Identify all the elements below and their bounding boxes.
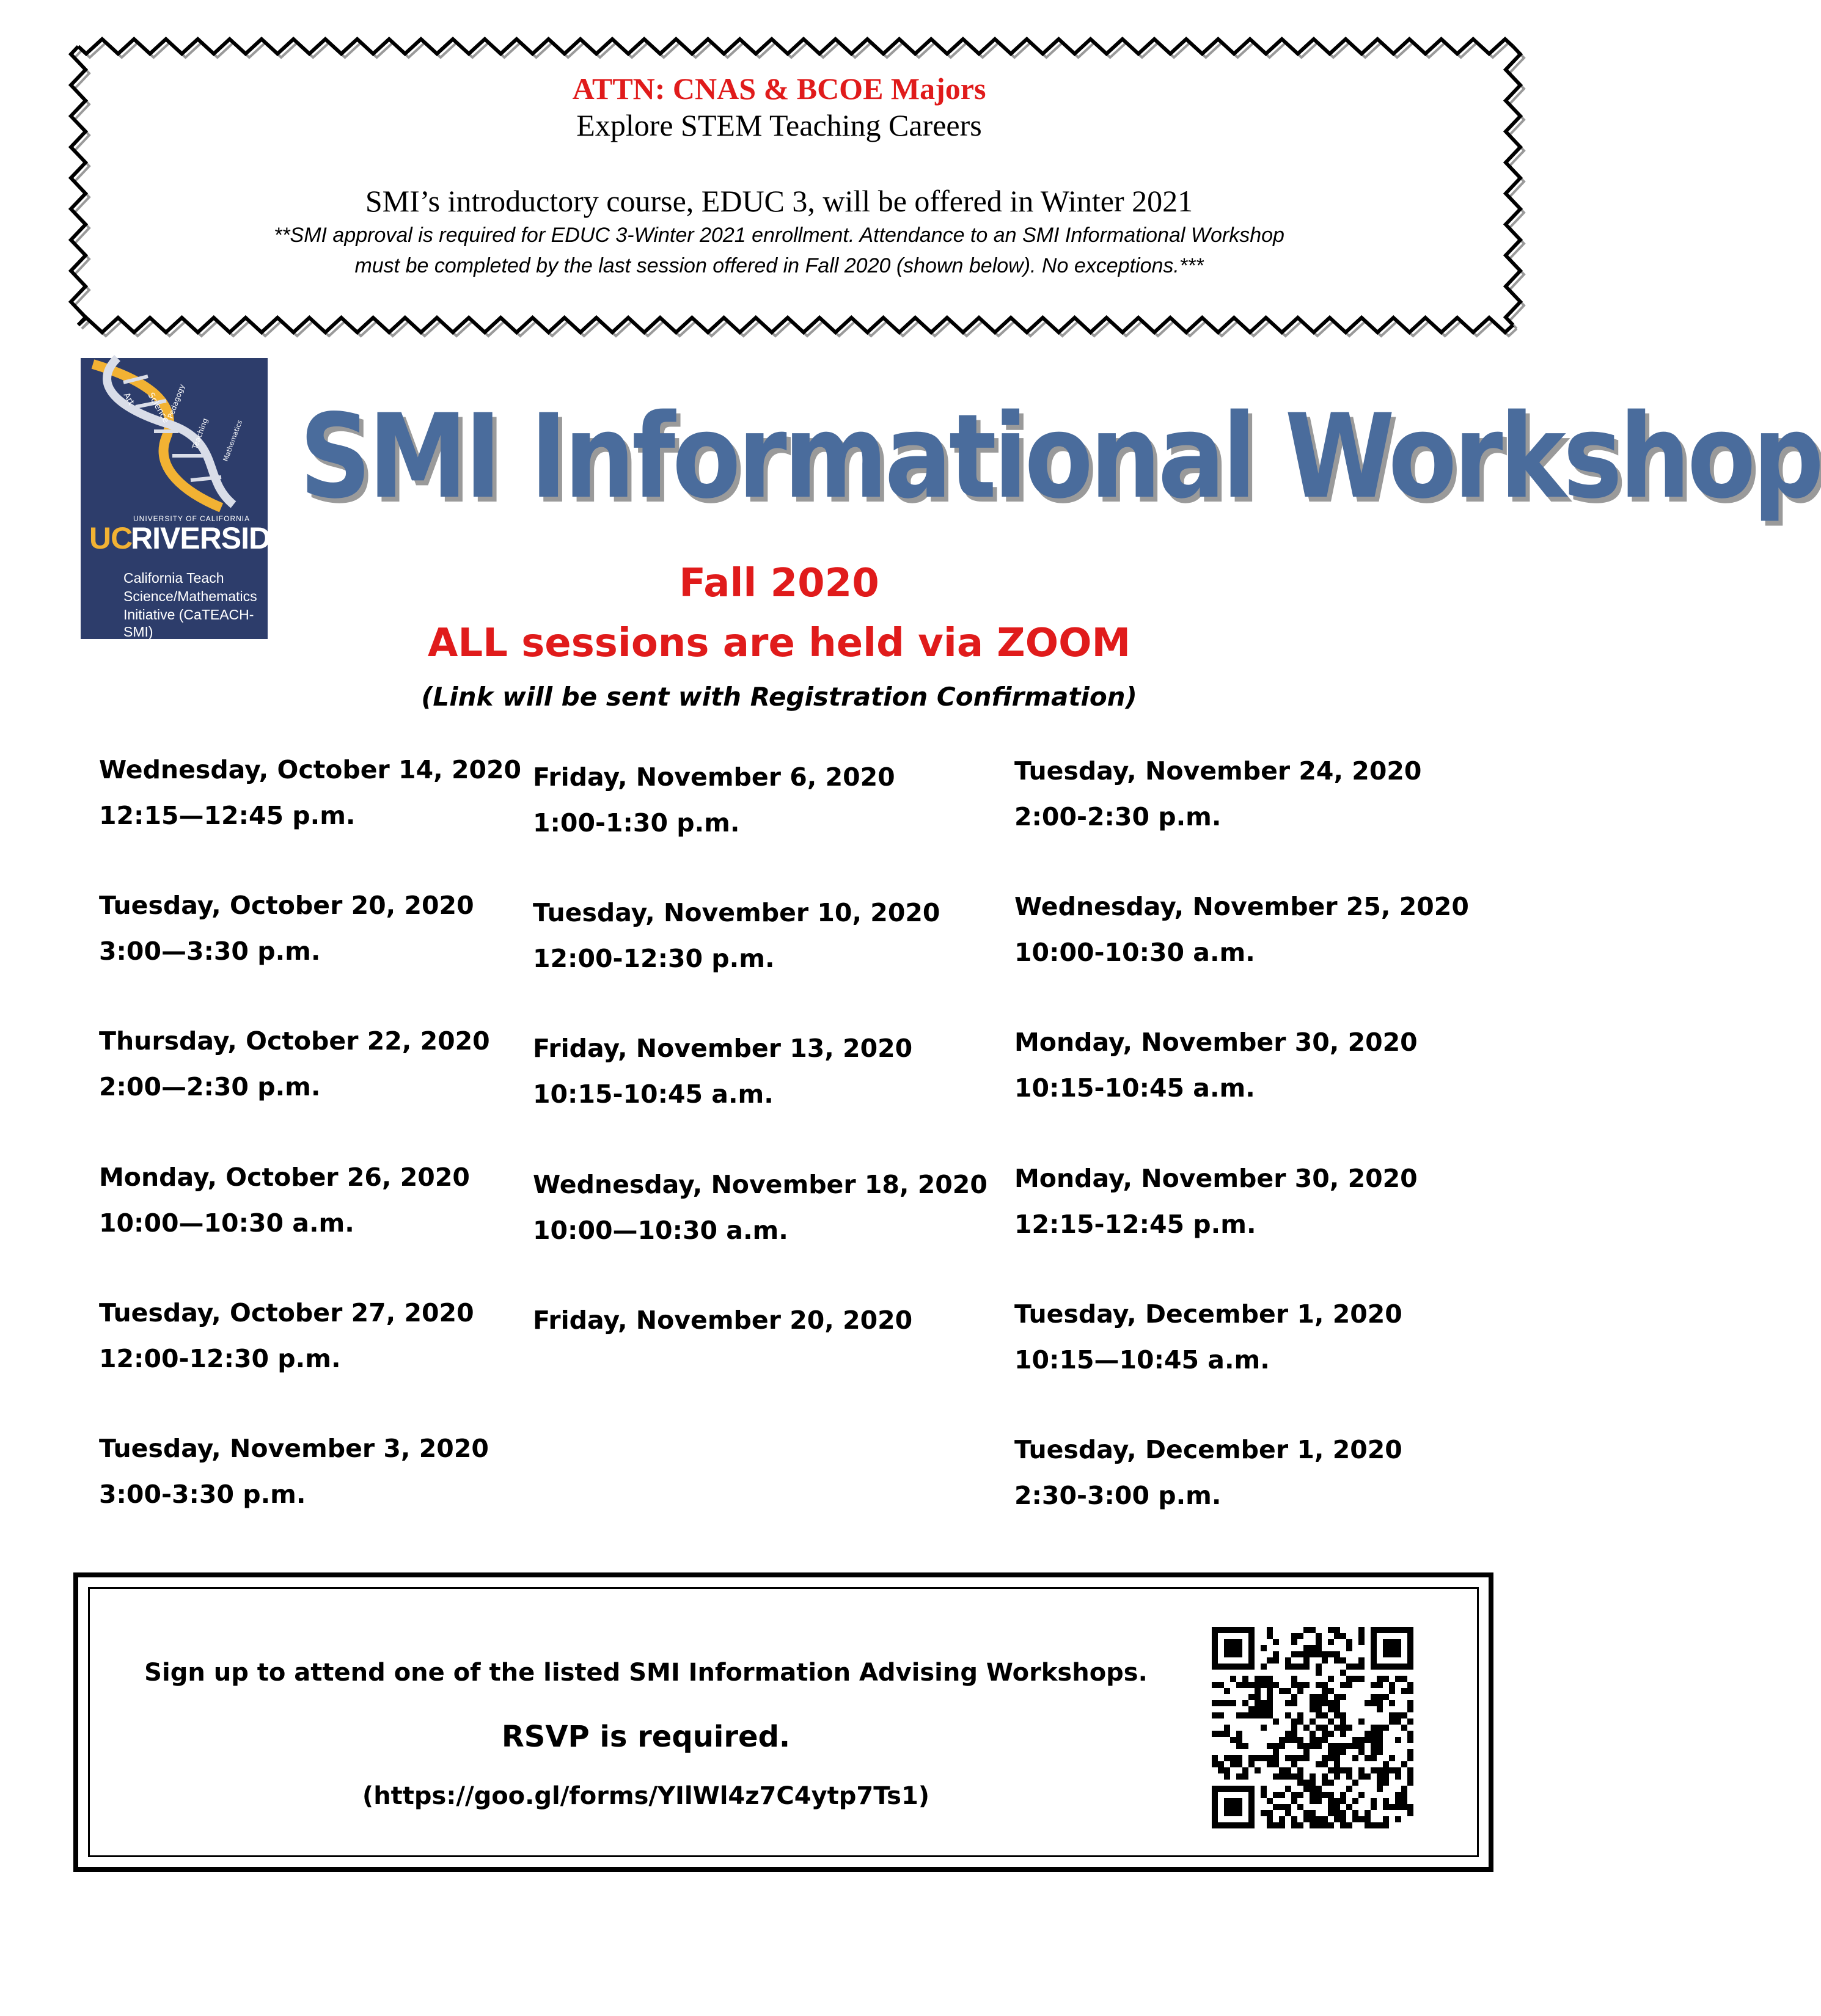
session-time: 10:00-10:30 a.m. xyxy=(1014,938,1255,967)
session-time: 2:00—2:30 p.m. xyxy=(99,1072,321,1101)
signup-text: Sign up to attend one of the listed SMI Information Advising Workshops. xyxy=(144,1659,1148,1687)
attn-heading: ATTN: CNAS & BCOE Majors xyxy=(572,71,986,106)
session-date: Monday, November 30, 2020 xyxy=(1014,1028,1418,1057)
session-time: 2:00-2:30 p.m. xyxy=(1014,802,1222,831)
logo-line-1: California Teach xyxy=(123,570,224,586)
session-date: Tuesday, December 1, 2020 xyxy=(1014,1299,1402,1329)
session-time: 12:15-12:45 p.m. xyxy=(1014,1210,1256,1239)
rsvp-inner-border xyxy=(88,1587,1479,1857)
session-time: 12:00-12:30 p.m. xyxy=(99,1344,341,1373)
session-time: 10:15—10:45 a.m. xyxy=(1014,1345,1270,1375)
approval-note-line-2: must be completed by the last session offered in Fall 2020 (shown below). No exceptions.*** xyxy=(354,254,1204,277)
session-time: 1:00-1:30 p.m. xyxy=(533,808,740,838)
session-time: 2:30-3:00 p.m. xyxy=(1014,1481,1222,1510)
logo-riverside-text: RIVERSIDE xyxy=(131,521,290,555)
helix-label-art: Art xyxy=(121,391,136,407)
zigzag-border-edge xyxy=(71,46,86,325)
session-date: Tuesday, November 3, 2020 xyxy=(99,1434,489,1463)
session-time: 10:00—10:30 a.m. xyxy=(533,1216,788,1245)
logo-uc-text: UC xyxy=(89,521,133,555)
session-time: 10:15-10:45 a.m. xyxy=(1014,1073,1255,1103)
session-date: Tuesday, October 27, 2020 xyxy=(99,1298,474,1328)
helix-label-mathematics: Mathematics xyxy=(221,418,244,463)
rsvp-box xyxy=(73,1572,1493,1872)
session-date: Friday, November 6, 2020 xyxy=(533,762,895,792)
session-date: Tuesday, December 1, 2020 xyxy=(1014,1435,1402,1464)
zoom-notice: ALL sessions are held via ZOOM xyxy=(427,621,1131,666)
approval-note-line-1: **SMI approval is required for EDUC 3-Winter 2021 enrollment. Attendance to an SMI Informational Workshop xyxy=(274,224,1284,247)
session-date: Monday, October 26, 2020 xyxy=(99,1163,470,1192)
session-time: 12:00-12:30 p.m. xyxy=(533,944,775,973)
zigzag-border-edge xyxy=(1506,46,1520,325)
session-date: Tuesday, November 24, 2020 xyxy=(1014,756,1422,786)
session-time: 3:00—3:30 p.m. xyxy=(99,937,321,966)
logo-line-2: Science/Mathematics xyxy=(123,588,257,604)
session-date: Thursday, October 22, 2020 xyxy=(99,1026,490,1056)
logo-line-3: Initiative (CaTEACH-SMI) xyxy=(123,607,254,640)
session-date: Friday, November 13, 2020 xyxy=(533,1034,913,1063)
link-note: (Link will be sent with Registration Confirmation) xyxy=(421,682,1137,712)
course-announcement: SMI’s introductory course, EDUC 3, will be offered in Winter 2021 xyxy=(365,184,1193,218)
session-time: 10:15-10:45 a.m. xyxy=(533,1079,774,1109)
rsvp-required-text: RSVP is required. xyxy=(501,1720,791,1754)
session-time: 10:00—10:30 a.m. xyxy=(99,1208,354,1238)
session-time: 12:15—12:45 p.m. xyxy=(99,801,356,830)
helix-label-teaching: Teaching xyxy=(190,417,210,451)
logo-university-label: UNIVERSITY OF CALIFORNIA xyxy=(133,514,251,523)
helix-label-pedagogy: Pedagogy xyxy=(166,382,186,420)
explore-subheading: Explore STEM Teaching Careers xyxy=(576,108,982,142)
notice-box xyxy=(98,67,1460,299)
rsvp-link[interactable]: (https://goo.gl/forms/YIlWl4z7C4ytp7Ts1) xyxy=(362,1782,930,1810)
qr-code-icon[interactable] xyxy=(1212,1627,1413,1828)
session-time: 3:00-3:30 p.m. xyxy=(99,1480,306,1509)
dna-helix-icon xyxy=(81,358,268,511)
session-date: Wednesday, October 14, 2020 xyxy=(99,755,522,784)
session-date: Friday, November 20, 2020 xyxy=(533,1306,913,1335)
session-date: Tuesday, October 20, 2020 xyxy=(99,891,474,920)
page-title: SMI Informational Workshop xyxy=(299,389,1821,524)
session-date: Tuesday, November 10, 2020 xyxy=(533,898,940,927)
term-heading: Fall 2020 xyxy=(679,561,879,606)
session-date: Monday, November 30, 2020 xyxy=(1014,1164,1418,1193)
helix-label-science: Science xyxy=(145,391,171,425)
session-date: Wednesday, November 18, 2020 xyxy=(533,1170,987,1199)
session-date: Wednesday, November 25, 2020 xyxy=(1014,892,1469,921)
